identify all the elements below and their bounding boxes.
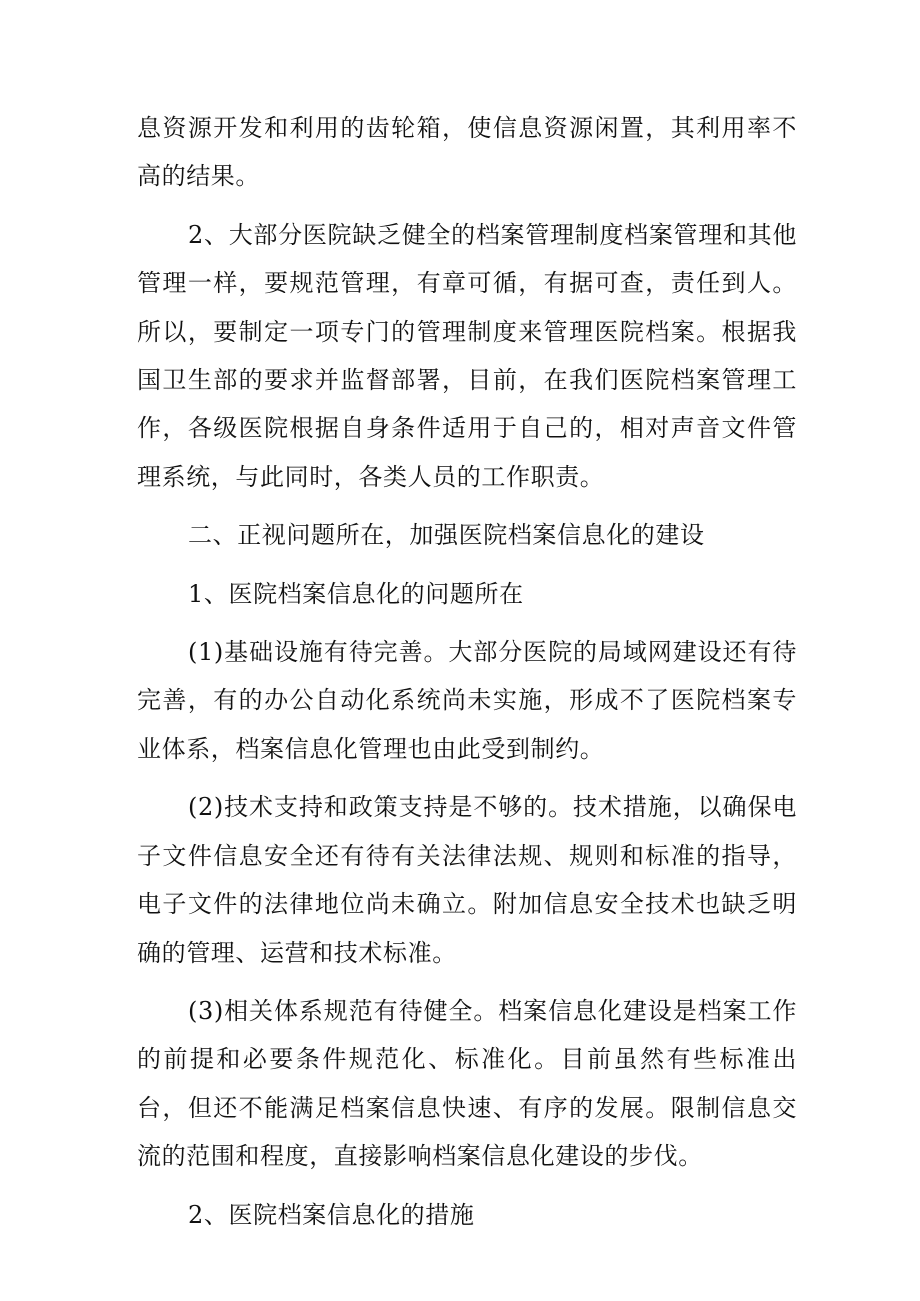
subsection-heading-2: 2、医院档案信息化的措施 bbox=[188, 1200, 475, 1229]
paragraph-continuation: 息资源开发和利用的齿轮箱，使信息资源闲置，其利用率不高的结果。 bbox=[137, 114, 797, 191]
document-body bbox=[137, 104, 797, 1239]
paragraph-item-2: 2、大部分医院缺乏健全的档案管理制度档案管理和其他管理一样，要规范管理，有章可循，有据可查，责任到人。所以，要制定一项专门的管理制度来管理医院档案。根据我国卫生部的要求并监督部署，目前，在我们医院档案管理工作，各级医院根据自身条件适用于自己的，相对声音文件管理系统，与此同时，各类人员的工作职责。 bbox=[137, 220, 797, 491]
paragraph-point-1: (1)基础设施有待完善。大部分医院的局域网建设还有待完善，有的办公自动化系统尚未实施，形成不了医院档案专业体系，档案信息化管理也由此受到制约。 bbox=[137, 638, 797, 763]
subsection-heading-1: 1、医院档案信息化的问题所在 bbox=[188, 579, 524, 608]
section-heading-2: 二、正视问题所在，加强医院档案信息化的建设 bbox=[188, 521, 705, 550]
paragraph-point-3: (3)相关体系规范有待健全。档案信息化建设是档案工作的前提和必要条件规范化、标准化。目前虽然有些标准出台，但还不能满足档案信息快速、有序的发展。限制信息交流的范围和程度，直接影响档案信息化建设的步伐。 bbox=[137, 996, 797, 1171]
paragraph-point-2: (2)技术支持和政策支持是不够的。技术措施，以确保电子文件信息安全还有待有关法律法规、规则和标准的指导，电子文件的法律地位尚未确立。附加信息安全技术也缺乏明确的管理、运营和技术标准。 bbox=[137, 793, 797, 967]
